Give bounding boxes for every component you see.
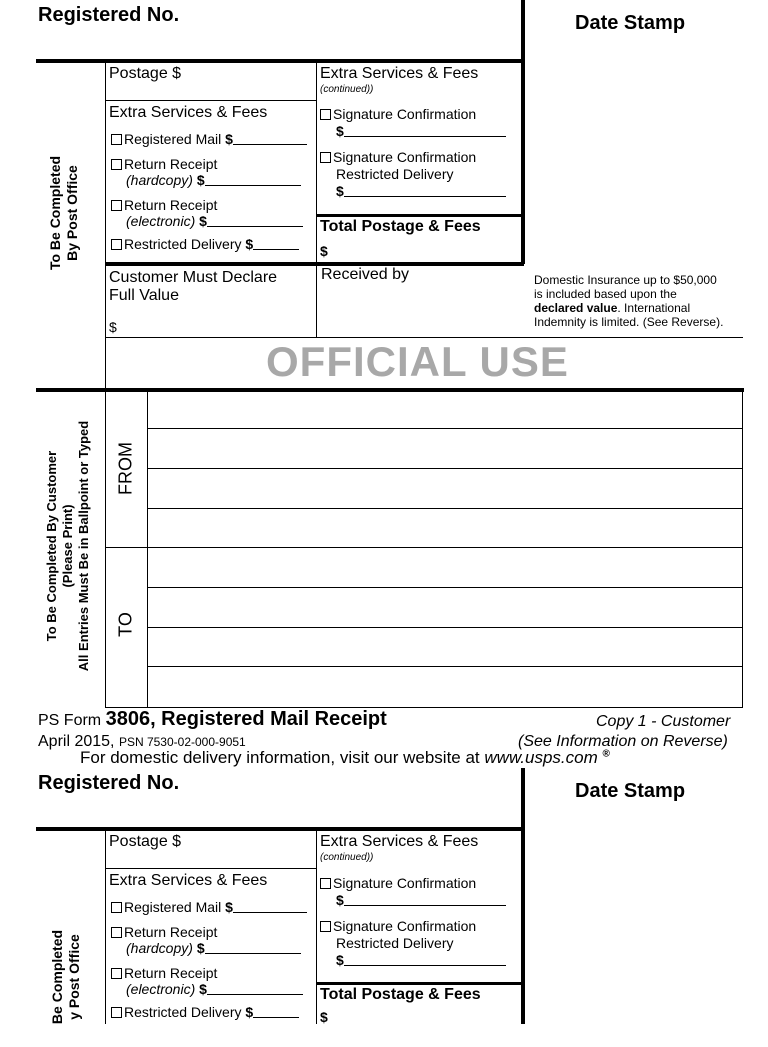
electronic-label: (electronic) <box>126 981 196 997</box>
restricted-delivery-checkbox[interactable] <box>111 239 122 250</box>
signature-confirmation-checkbox[interactable] <box>320 109 331 120</box>
website-link[interactable]: www.usps.com <box>484 748 598 767</box>
total-postage-field-2[interactable]: $ <box>320 1009 328 1025</box>
restricted-delivery-label: Restricted Delivery <box>124 1004 242 1020</box>
restricted-delivery-label: Restricted Delivery <box>124 236 242 252</box>
total-postage-field[interactable]: $ <box>320 243 328 259</box>
sig-conf-restricted-row[interactable] <box>320 149 506 200</box>
registered-no-label: Registered No. <box>38 4 180 26</box>
psn-number: PSN 7530-02-000-9051 <box>118 735 246 749</box>
to-line-3[interactable] <box>147 666 743 667</box>
continued-label-2: (continued)) <box>320 852 374 863</box>
to-line-2[interactable] <box>147 627 743 628</box>
dollar-sign: $ <box>245 1004 254 1020</box>
postage-field-2[interactable]: Postage $ <box>109 833 182 850</box>
return-receipt-electronic-row-2[interactable] <box>111 965 303 997</box>
from-line-3[interactable] <box>147 508 743 509</box>
restricted-delivery-sublabel: Restricted Delivery <box>336 166 454 182</box>
po-section-label-2: Be Completed y Post Office <box>49 929 82 1025</box>
form-date: April 2015, <box>38 733 115 750</box>
divider <box>521 768 525 1024</box>
divider <box>521 0 525 264</box>
domestic-info-text: For domestic delivery information, visit our website at <box>80 748 480 767</box>
return-receipt-label: Return Receipt <box>124 965 218 981</box>
sig-conf-restricted-label: Signature Confirmation <box>333 918 477 934</box>
extra-services-title: Extra Services & Fees <box>109 104 268 121</box>
return-receipt-electronic-row[interactable] <box>111 197 303 229</box>
form-title-line <box>38 708 387 731</box>
divider <box>105 829 106 1024</box>
registered-mail-checkbox[interactable] <box>111 134 122 145</box>
declared-value-field[interactable]: $ <box>109 319 117 335</box>
total-postage-label-2: Total Postage & Fees <box>320 986 481 1003</box>
dollar-sign: $ <box>225 131 233 147</box>
sig-conf-restricted-row-2[interactable] <box>320 918 506 969</box>
restricted-delivery-checkbox[interactable] <box>111 1007 122 1018</box>
extra-services-cont-title: Extra Services & Fees <box>320 65 479 82</box>
divider <box>105 61 106 391</box>
total-postage-label: Total Postage & Fees <box>320 218 481 235</box>
divider <box>316 829 317 1024</box>
dollar-sign: $ <box>245 236 254 252</box>
date-stamp-label-2: Date Stamp <box>575 780 686 802</box>
divider <box>36 827 525 831</box>
registered-mail-label: Registered Mail <box>124 899 222 915</box>
return-receipt-hardcopy-row-2[interactable] <box>111 924 301 956</box>
amount-line[interactable] <box>205 953 301 954</box>
registered-mail-label: Registered Mail <box>124 131 222 147</box>
divider <box>105 868 316 869</box>
signature-confirmation-label: Signature Confirmation <box>333 106 477 122</box>
amount-line[interactable] <box>344 905 506 906</box>
customer-declare-label: Customer Must Declare Full Value <box>109 269 278 304</box>
signature-confirmation-checkbox[interactable] <box>320 878 331 889</box>
restricted-delivery-row[interactable] <box>111 236 299 252</box>
signature-confirmation-label: Signature Confirmation <box>333 875 477 891</box>
dollar-sign: $ <box>336 892 344 908</box>
divider <box>105 547 743 548</box>
from-line-1[interactable] <box>147 428 743 429</box>
divider <box>316 61 317 337</box>
hardcopy-label: (hardcopy) <box>126 172 193 188</box>
dollar-sign: $ <box>336 183 344 199</box>
domestic-info-line <box>80 748 610 768</box>
amount-line[interactable] <box>344 196 506 197</box>
return-receipt-hardcopy-row[interactable] <box>111 156 301 188</box>
postage-field[interactable]: Postage $ <box>109 65 182 82</box>
to-label: TO <box>115 612 136 637</box>
customer-section-label: To Be Completed By Customer (Please Print) All Entries Must Be in Ballpoint or Typed <box>44 420 91 672</box>
return-receipt-label: Return Receipt <box>124 924 218 940</box>
dollar-sign: $ <box>225 899 233 915</box>
registered-mark: ® <box>602 748 610 760</box>
sig-conf-restricted-label: Signature Confirmation <box>333 149 477 165</box>
copy-label: Copy 1 - Customer <box>596 713 731 730</box>
official-use-watermark: OFFICIAL USE <box>266 338 569 385</box>
return-receipt-hardcopy-checkbox[interactable] <box>111 159 122 170</box>
amount-line[interactable] <box>253 249 299 250</box>
date-stamp-label: Date Stamp <box>575 12 686 34</box>
see-info-label: (See Information on Reverse) <box>518 733 728 750</box>
divider <box>36 388 744 392</box>
registered-mail-row[interactable] <box>111 131 307 147</box>
amount-line[interactable] <box>253 1017 299 1018</box>
insurance-note: Domestic Insurance up to $50,000 is included based upon the declared value. International Indemnity is limited. (See Reverse). <box>534 273 724 329</box>
amount-line[interactable] <box>207 226 303 227</box>
dollar-sign: $ <box>196 940 205 956</box>
sig-conf-restricted-checkbox[interactable] <box>320 152 331 163</box>
divider <box>147 390 148 708</box>
signature-confirmation-row[interactable] <box>320 106 506 140</box>
amount-line[interactable] <box>344 136 506 137</box>
amount-line[interactable] <box>205 185 301 186</box>
restricted-delivery-sublabel: Restricted Delivery <box>336 935 454 951</box>
divider <box>316 214 523 217</box>
continued-label: (continued)) <box>320 84 374 95</box>
ps-form-label: PS Form <box>38 712 102 729</box>
hardcopy-label: (hardcopy) <box>126 940 193 956</box>
form-title: 3806, Registered Mail Receipt <box>105 708 387 730</box>
dollar-sign: $ <box>199 213 207 229</box>
po-section-label: To Be Completed By Post Office <box>47 155 80 271</box>
return-receipt-electronic-checkbox[interactable] <box>111 200 122 211</box>
extra-services-cont-title-2: Extra Services & Fees <box>320 833 479 850</box>
return-receipt-hardcopy-checkbox[interactable] <box>111 927 122 938</box>
amount-line[interactable] <box>233 912 307 913</box>
registered-no-label-2: Registered No. <box>38 772 180 794</box>
dollar-sign: $ <box>336 123 344 139</box>
to-line-1[interactable] <box>147 587 743 588</box>
return-receipt-electronic-checkbox[interactable] <box>111 968 122 979</box>
restricted-delivery-row-2[interactable] <box>111 1004 299 1020</box>
divider <box>105 262 524 266</box>
dollar-sign: $ <box>196 172 205 188</box>
divider <box>105 390 106 708</box>
registered-mail-checkbox[interactable] <box>111 902 122 913</box>
registered-mail-row-2[interactable] <box>111 899 307 915</box>
amount-line[interactable] <box>344 965 506 966</box>
from-label: FROM <box>115 442 136 495</box>
sig-conf-restricted-checkbox[interactable] <box>320 921 331 932</box>
return-receipt-label: Return Receipt <box>124 197 218 213</box>
return-receipt-label: Return Receipt <box>124 156 218 172</box>
received-by-label: Received by <box>321 266 410 283</box>
signature-confirmation-row-2[interactable] <box>320 875 506 909</box>
dollar-sign: $ <box>336 952 344 968</box>
divider <box>105 100 316 101</box>
from-line-2[interactable] <box>147 468 743 469</box>
divider <box>36 59 525 63</box>
dollar-sign: $ <box>199 981 207 997</box>
electronic-label: (electronic) <box>126 213 196 229</box>
divider <box>742 390 743 708</box>
amount-line[interactable] <box>233 144 307 145</box>
amount-line[interactable] <box>207 994 303 995</box>
extra-services-title-2: Extra Services & Fees <box>109 872 268 889</box>
divider <box>316 982 523 985</box>
